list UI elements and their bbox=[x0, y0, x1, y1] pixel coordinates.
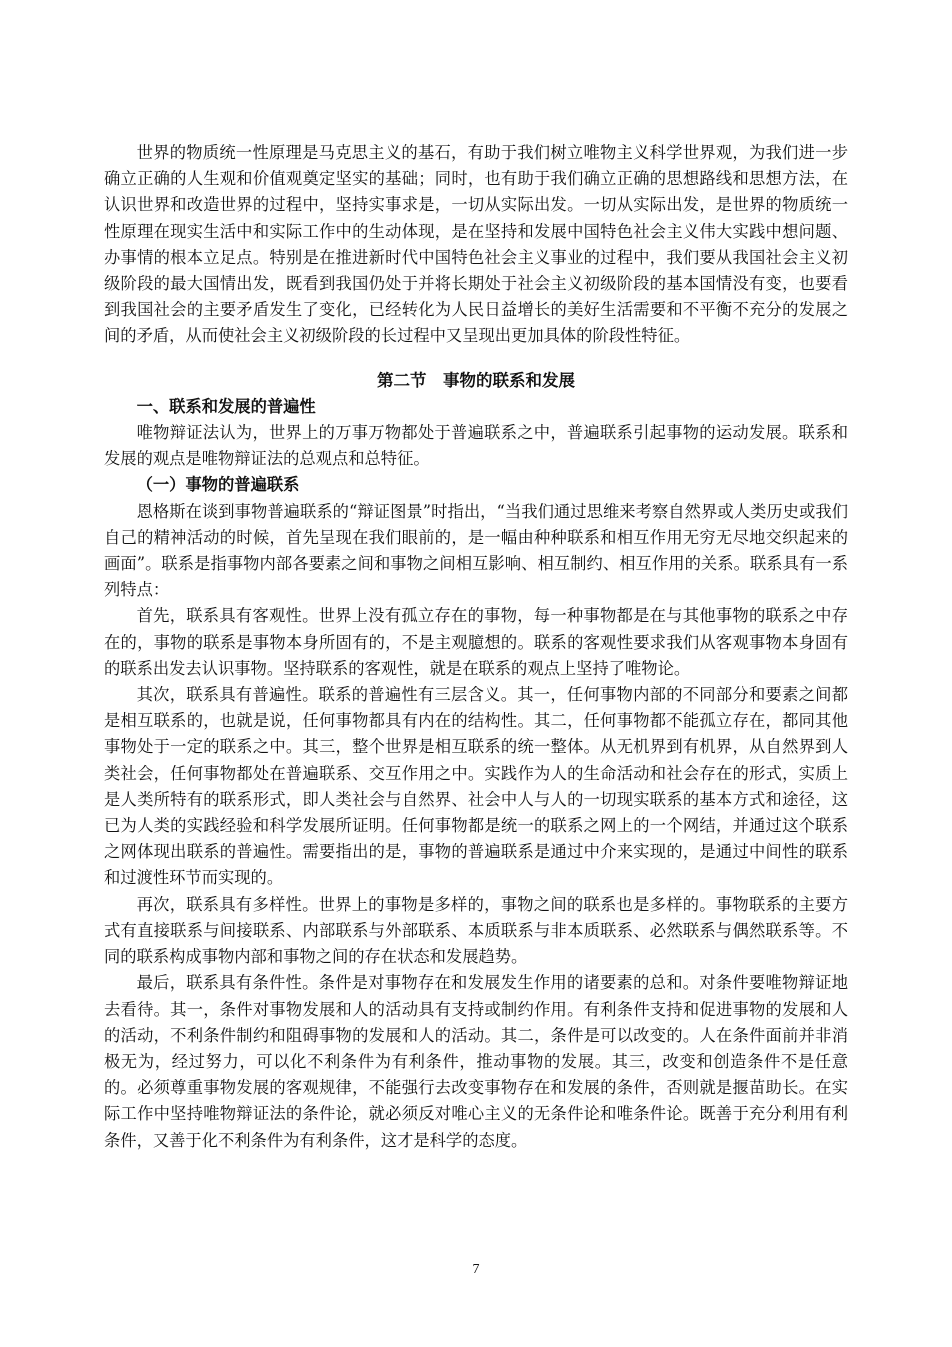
heading-1: 一、联系和发展的普遍性 bbox=[136, 396, 316, 416]
section-title: 第二节 事物的联系和发展 bbox=[377, 370, 575, 390]
paragraph-universal: 其次，联系具有普遍性。联系的普遍性有三层含义。其一，任何事物内部的不同部分和要素之间都是相互联系的，也就是说，任何事物都具有内在的结构性。其二，任何事物都不能孤立存在，都同其他事物处于一定的联系之中。其三，整个世界是相互联系的统一整体。从无机界到有机界，从自然界到人类社会，任何事物都处在普遍联系、交互作用之中。实践作为人的生命活动和社会存在的形式，实质上是人类所特有的联系形式，即人类社会与自然界、社会中人与人的一切现实联系的基本方式和途径，这已为人类的实践经验和科学发展所证明。任何事物都是统一的联系之网上的一个网结，并通过这个联系之网体现出联系的普遍性。需要指出的是，事物的普遍联系是通过中介来实现的，是通过中间性的联系和过渡性环节而实现的。 bbox=[104, 685, 848, 888]
heading-1-1: （一）事物的普遍联系 bbox=[136, 475, 300, 495]
paragraph-diverse: 再次，联系具有多样性。世界上的事物是多样的，事物之间的联系也是多样的。事物联系的主要方式有直接联系与间接联系、内部联系与外部联系、本质联系与非本质联系、必然联系与偶然联系等。不同的联系构成事物内部和事物之间的存在状态和发展趋势。 bbox=[104, 894, 848, 967]
paragraph-engels: 恩格斯在谈到事物普遍联系的“辩证图景”时指出，“当我们通过思维来考察自然界或人类历史或我们自己的精神活动的时候，首先呈现在我们眼前的，是一幅由种种联系和相互作用无穷无尽地交织起来的画面”。联系是指事物内部各要素之间和事物之间相互影响、相互制约、相互作用的关系。联系具有一系列特点： bbox=[104, 501, 848, 600]
paragraph-intro: 世界的物质统一性原理是马克思主义的基石，有助于我们树立唯物主义科学世界观，为我们进一步确立正确的人生观和价值观奠定坚实的基础；同时，也有助于我们确立正确的思想路线和思想方法，在认识世界和改造世界的过程中，坚持实事求是，一切从实际出发。一切从实际出发，是世界的物质统一性原理在现实生活中和实际工作中的生动体现，是在坚持和发展中国特色社会主义伟大实践中想问题、办事情的根本立足点。特别是在推进新时代中国特色社会主义事业的过程中，我们要从我国社会主义初级阶段的最大国情出发，既看到我国仍处于并将长期处于社会主义初级阶段的基本国情没有变，也要看到我国社会的主要矛盾发生了变化，已经转化为人民日益增长的美好生活需要和不平衡不充分的发展之间的矛盾，从而使社会主义初级阶段的长过程中又呈现出更加具体的阶段性特征。 bbox=[104, 143, 848, 346]
paragraph-conditional: 最后，联系具有条件性。条件是对事物存在和发展发生作用的诸要素的总和。对条件要唯物辩证地去看待。其一，条件对事物发展和人的活动具有支持或制约作用。有利条件支持和促进事物的发展和人的活动，不利条件制约和阻碍事物的发展和人的活动。其二，条件是可以改变的。人在条件面前并非消极无为，经过努力，可以化不利条件为有利条件，推动事物的发展。其三，改变和创造条件不是任意的。必须尊重事物发展的客观规律，不能强行去改变事物存在和发展的条件，否则就是揠苗助长。在实际工作中坚持唯物辩证法的条件论，就必须反对唯心主义的无条件论和唯条件论。既善于充分利用有利条件，又善于化不利条件为有利条件，这才是科学的态度。 bbox=[104, 973, 848, 1150]
paragraph-objective: 首先，联系具有客观性。世界上没有孤立存在的事物，每一种事物都是在与其他事物的联系之中存在的，事物的联系是事物本身所固有的，不是主观臆想的。联系的客观性要求我们从客观事物本身固有的联系出发去认识事物。坚持联系的客观性，就是在联系的观点上坚持了唯物论。 bbox=[104, 606, 848, 678]
page-body bbox=[104, 140, 848, 1154]
paragraph-dialectics: 唯物辩证法认为，世界上的万事万物都处于普遍联系之中，普遍联系引起事物的运动发展。联系和发展的观点是唯物辩证法的总观点和总特征。 bbox=[104, 423, 848, 469]
page-number: 7 bbox=[472, 1262, 480, 1277]
